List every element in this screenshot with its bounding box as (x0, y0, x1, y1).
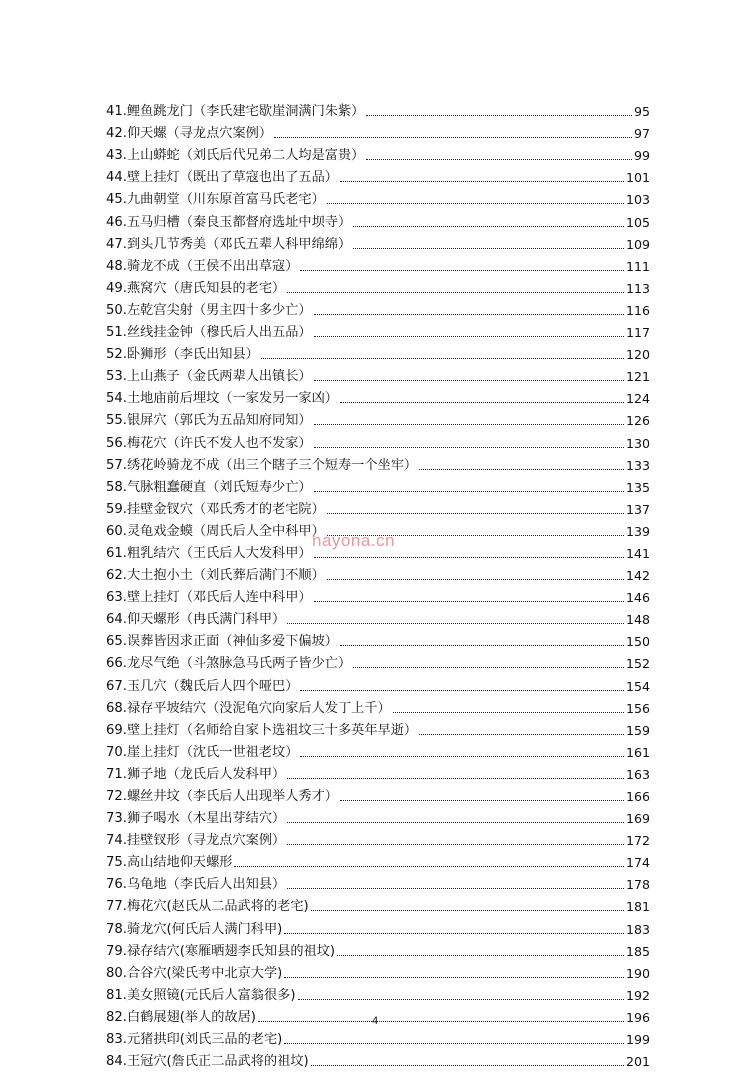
toc-entry-title: 71.狮子地（龙氏后人发科甲） (106, 766, 286, 782)
page-number: 4 (371, 1015, 379, 1027)
toc-entry[interactable] (106, 938, 650, 960)
toc-entry-title: 64.仰天螺形（冉氏满门科甲） (106, 612, 286, 628)
toc-entry-title: 66.龙尽气绝（斗煞脉急马氏两子皆少亡） (106, 656, 352, 672)
toc-entry-page: 105 (625, 214, 650, 230)
dot-leader (327, 513, 624, 514)
toc-entry-page: 196 (625, 1009, 650, 1025)
dot-leader (314, 601, 624, 602)
toc-entry[interactable] (106, 1026, 650, 1048)
toc-entry[interactable] (106, 341, 650, 363)
toc-entry-title: 79.禄存结穴(寒雁晒翅李氏知县的祖坟) (106, 943, 336, 959)
dot-leader (287, 888, 624, 889)
toc-entry[interactable] (106, 871, 650, 893)
toc-entry-title: 51.丝线挂金钟（穆氏后人出五品） (106, 325, 312, 341)
toc-entry-page: 139 (625, 523, 650, 539)
dot-leader (419, 469, 624, 470)
dot-leader (287, 292, 624, 293)
toc-entry-page: 117 (625, 325, 650, 341)
dot-leader (353, 226, 624, 227)
toc-entry[interactable] (106, 695, 650, 717)
toc-entry-title: 63.壁上挂灯（邓氏后人连中科甲） (106, 590, 312, 606)
toc-entry[interactable] (106, 606, 650, 628)
toc-entry[interactable] (106, 385, 650, 407)
toc-entry-title: 46.五马归槽（秦良玉都督府选址中坝寺） (106, 214, 352, 230)
dot-leader (393, 712, 624, 713)
toc-entry-title: 49.燕窝穴（唐氏知县的老宅） (106, 280, 286, 296)
toc-entry-page: 121 (625, 369, 650, 385)
toc-entry-title: 54.土地庙前后埋坟（一家发另一家凶） (106, 391, 338, 407)
toc-entry-title: 81.美女照镜(元氏后人富翁很多) (106, 987, 296, 1003)
toc-entry[interactable] (106, 783, 650, 805)
toc-entry-title: 47.到头几节秀美（邓氏五辈人科甲绵绵） (106, 236, 352, 252)
toc-entry-page: 142 (625, 568, 650, 584)
toc-entry[interactable] (106, 893, 650, 915)
toc-entry-title: 67.玉几穴（魏氏后人四个哑巴） (106, 678, 299, 694)
dot-leader (314, 491, 624, 492)
dot-leader (340, 645, 624, 646)
toc-entry[interactable] (106, 1048, 650, 1070)
toc-entry-page: 133 (625, 457, 650, 473)
toc-entry-page: 199 (625, 1032, 650, 1048)
toc-entry-title: 44.壁上挂灯（既出了草寇也出了五品） (106, 170, 338, 186)
toc-entry-page: 190 (625, 965, 650, 981)
toc-entry-title: 53.上山燕子（金氏两辈人出镇长） (106, 369, 312, 385)
toc-entry-title: 42.仰天螺（寻龙点穴案例） (106, 126, 273, 142)
toc-entry-page: 141 (625, 545, 650, 561)
toc-entry-page: 159 (625, 722, 650, 738)
toc-entry-title: 76.乌龟地（李氏后人出知县） (106, 877, 286, 893)
toc-entry-page: 109 (625, 236, 650, 252)
table-of-contents (106, 98, 650, 1070)
toc-entry[interactable] (106, 982, 650, 1004)
dot-leader (314, 447, 624, 448)
toc-entry-title: 77.梅花穴(赵氏从二品武将的老宅) (106, 899, 309, 915)
toc-entry-page: 111 (625, 258, 650, 274)
toc-entry-title: 65.误葬皆因求正面（神仙多爱下偏坡） (106, 634, 338, 650)
toc-entry[interactable] (106, 739, 650, 761)
toc-entry-page: 95 (633, 104, 650, 120)
dot-leader (284, 933, 624, 934)
watermark: hayona.cn (312, 531, 395, 550)
toc-entry[interactable] (106, 297, 650, 319)
toc-entry-page: 126 (625, 413, 650, 429)
toc-entry-title: 58.气脉粗蠢硬直（刘氏短寿少亡） (106, 479, 312, 495)
dot-leader (287, 778, 624, 779)
dot-leader (287, 822, 624, 823)
toc-entry-page: 192 (625, 987, 650, 1003)
dot-leader (284, 977, 624, 978)
toc-entry-title: 52.卧狮形（李氏出知县） (106, 347, 259, 363)
toc-entry-page: 113 (625, 280, 650, 296)
toc-entry-title: 78.骑龙穴(何氏后人满门科甲) (106, 921, 283, 937)
toc-entry-page: 161 (625, 744, 650, 760)
toc-entry-page: 101 (625, 170, 650, 186)
toc-entry-page: 183 (625, 921, 650, 937)
toc-entry-page: 116 (625, 302, 650, 318)
dot-leader (340, 800, 624, 801)
dot-leader (314, 424, 624, 425)
dot-leader (353, 248, 624, 249)
toc-entry[interactable] (106, 275, 650, 297)
toc-entry[interactable] (106, 452, 650, 474)
dot-leader (353, 667, 624, 668)
toc-entry-title: 70.崖上挂灯（沈氏一世祖老坟） (106, 744, 299, 760)
toc-entry-title: 62.大土抱小土（刘氏葬后满门不顺） (106, 568, 325, 584)
toc-entry[interactable] (106, 717, 650, 739)
dot-leader (300, 690, 624, 691)
toc-entry-page: 148 (625, 612, 650, 628)
toc-entry-page: 174 (625, 855, 650, 871)
dot-leader (314, 380, 624, 381)
toc-entry[interactable] (106, 253, 650, 275)
toc-entry-page: 137 (625, 501, 650, 517)
toc-entry-page: 156 (625, 700, 650, 716)
toc-entry-page: 150 (625, 634, 650, 650)
toc-entry[interactable] (106, 496, 650, 518)
toc-entry-page: 166 (625, 789, 650, 804)
dot-leader (366, 159, 632, 160)
dot-leader (314, 336, 624, 337)
toc-entry[interactable] (106, 429, 650, 451)
toc-entry-page: 146 (625, 590, 650, 606)
toc-entry-page: 135 (625, 479, 650, 495)
toc-entry[interactable] (106, 672, 650, 694)
toc-entry-title: 55.银屏穴（郭氏为五品知府同知） (106, 413, 312, 429)
dot-leader (337, 955, 624, 956)
toc-entry-title: 45.九曲朝堂（川东原首富马氏老宅） (106, 192, 325, 208)
dot-leader (327, 579, 624, 580)
toc-entry-title: 72.螺丝井坟（李氏后人出现举人秀才） (106, 789, 338, 804)
toc-entry[interactable] (106, 650, 650, 672)
dot-leader (274, 137, 632, 138)
dot-leader (327, 203, 624, 204)
dot-leader (287, 844, 624, 845)
toc-entry[interactable] (106, 164, 650, 186)
dot-leader (300, 270, 624, 271)
toc-entry-title: 57.绣花岭骑龙不成（出三个瞎子三个短寿一个坐牢） (106, 457, 418, 473)
toc-entry[interactable] (106, 849, 650, 871)
toc-entry-title: 73.狮子喝水（木星出芽结穴） (106, 811, 286, 827)
toc-entry[interactable] (106, 827, 650, 849)
toc-entry-title: 69.壁上挂灯（名师给自家卜选祖坟三十多英年早逝） (106, 722, 418, 738)
toc-entry[interactable] (106, 960, 650, 982)
dot-leader (340, 181, 624, 182)
toc-entry-title: 83.元猪拱印(刘氏三品的老宅) (106, 1032, 283, 1048)
toc-entry-title: 75.高山结地仰天螺形 (106, 855, 233, 871)
toc-entry-title: 80.合谷穴(梁氏考中北京大学) (106, 965, 283, 981)
toc-entry-page: 201 (625, 1054, 650, 1070)
toc-entry-title: 41.鲤鱼跳龙门（李氏建宅歇崖洞满门朱紫） (106, 104, 365, 120)
dot-leader (419, 734, 624, 735)
dot-leader (340, 402, 624, 403)
toc-entry[interactable] (106, 407, 650, 429)
toc-entry[interactable] (106, 805, 650, 827)
toc-entry-page: 154 (625, 678, 650, 694)
toc-entry-page: 130 (625, 435, 650, 451)
toc-entry-page: 163 (625, 766, 650, 782)
toc-entry[interactable] (106, 761, 650, 783)
toc-entry-page: 178 (625, 877, 650, 893)
dot-leader (298, 999, 624, 1000)
toc-entry-title: 56.梅花穴（许氏不发人也不发家） (106, 435, 312, 451)
dot-leader (261, 358, 624, 359)
dot-leader (284, 1043, 624, 1044)
toc-entry-page: 152 (625, 656, 650, 672)
toc-entry-title: 50.左乾宫尖射（男主四十多少亡） (106, 302, 312, 318)
toc-entry-title: 48.骑龙不成（王侯不出出草寇） (106, 258, 299, 274)
dot-leader (366, 115, 632, 116)
toc-entry[interactable] (106, 98, 650, 120)
toc-entry[interactable] (106, 562, 650, 584)
dot-leader (300, 756, 624, 757)
dot-leader (314, 314, 624, 315)
toc-entry-page: 120 (625, 347, 650, 363)
dot-leader (314, 557, 624, 558)
toc-entry[interactable] (106, 208, 650, 230)
toc-entry-title: 82.白鹤展翅(举人的故居) (106, 1009, 256, 1025)
toc-entry[interactable] (106, 120, 650, 142)
toc-entry-title: 61.粗乳结穴（王氏后人大发科甲） (106, 545, 312, 561)
toc-entry-page: 185 (625, 943, 650, 959)
toc-entry-page: 172 (625, 833, 650, 849)
toc-entry[interactable] (106, 915, 650, 937)
toc-entry-page: 103 (625, 192, 650, 208)
toc-entry[interactable] (106, 628, 650, 650)
toc-entry-page: 181 (625, 899, 650, 915)
toc-entry[interactable] (106, 142, 650, 164)
toc-entry[interactable] (106, 186, 650, 208)
toc-entry-title: 84.王冠穴(詹氏正二品武将的祖坟) (106, 1054, 309, 1070)
toc-entry-page: 97 (633, 126, 650, 142)
toc-entry[interactable] (106, 474, 650, 496)
toc-entry-page: 99 (633, 148, 650, 164)
toc-entry-title: 43.上山蟒蛇（刘氏后代兄弟二人均是富贵） (106, 148, 365, 164)
dot-leader (287, 623, 624, 624)
toc-entry-title: 74.挂壁钗形（寻龙点穴案例） (106, 833, 286, 849)
toc-entry-title: 59.挂壁金钗穴（邓氏秀才的老宅院） (106, 501, 325, 517)
toc-entry-title: 60.灵龟戏金蟆（周氏后人全中科甲） (106, 523, 325, 539)
toc-entry-page: 169 (625, 811, 650, 827)
toc-entry-page: 124 (625, 391, 650, 407)
toc-entry[interactable] (106, 584, 650, 606)
dot-leader (234, 866, 623, 867)
dot-leader (311, 910, 624, 911)
toc-entry[interactable] (106, 231, 650, 253)
toc-entry-title: 68.禄存平坡结穴（没泥龟穴向家后人发丁上千） (106, 700, 391, 716)
toc-entry[interactable] (106, 363, 650, 385)
toc-entry[interactable] (106, 319, 650, 341)
dot-leader (311, 1065, 624, 1066)
